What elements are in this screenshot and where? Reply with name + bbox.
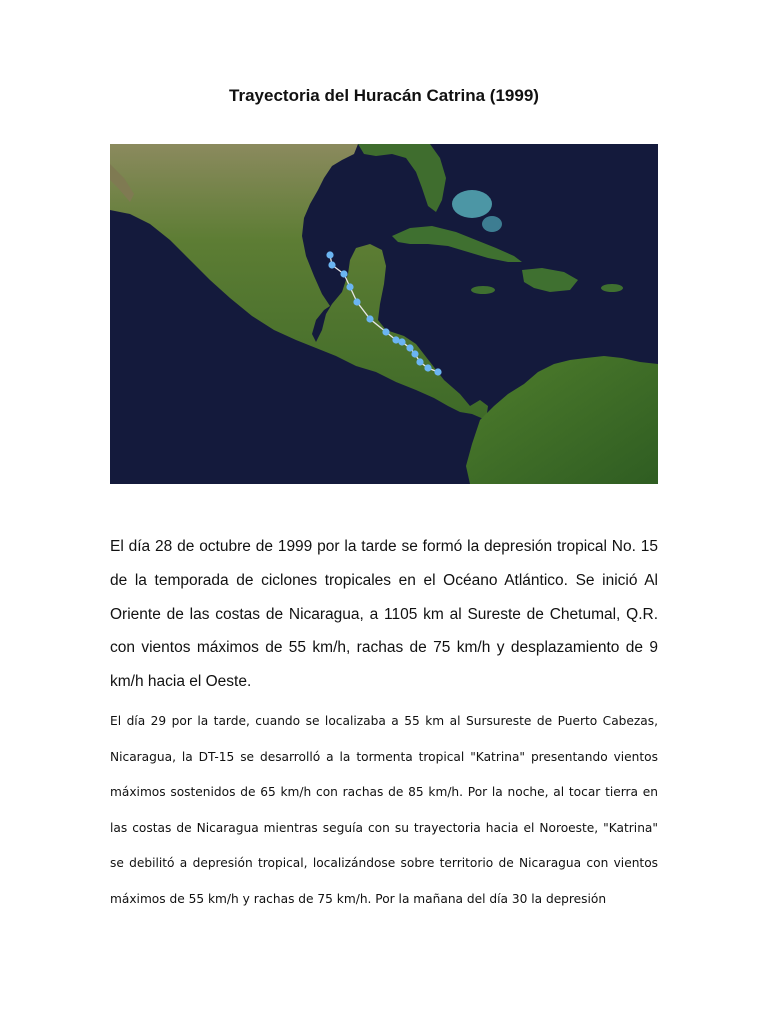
hurricane-track-map <box>110 144 658 484</box>
track-point <box>434 368 441 375</box>
bahamas-shallows-2 <box>482 216 502 232</box>
track-point <box>416 358 423 365</box>
track-point <box>340 270 347 277</box>
land-jamaica <box>471 286 495 294</box>
track-point <box>392 336 399 343</box>
paragraph-2: El día 29 por la tarde, cuando se localizaba a 55 km al Sursureste de Puerto Cabezas, Nicaragua, la DT-15 se desarrolló a la tormenta tropical "Katrina" presentando vientos máximos sostenidos de 65 km/h con rachas de 85 km/h. Por la noche, al tocar tierra en las costas de Nicaragua mientras seguía con su trayectoria hacia el Noroeste, "Katrina" se debilitó a depresión tropical, localizándose sobre territorio de Nicaragua con vientos máximos de 55 km/h y rachas de 75 km/h. Por la mañana del día 30 la depresión <box>110 714 658 906</box>
track-point <box>326 251 333 258</box>
track-point <box>411 350 418 357</box>
paragraph-1: El día 28 de octubre de 1999 por la tarde se formó la depresión tropical No. 15 de la temporada de ciclones tropicales en el Océano Atlántico. Se inició Al Oriente de las costas de Nicaragua, a 1105 km al Sureste de Chetumal, Q.R. con vientos máximos de 55 km/h, rachas de 75 km/h y desplazamiento de 9 km/h hacia el Oeste. <box>110 538 658 691</box>
track-point <box>346 283 353 290</box>
track-point <box>424 364 431 371</box>
bahamas-shallows <box>452 190 492 218</box>
satellite-map <box>110 144 658 484</box>
track-point <box>328 261 335 268</box>
track-point <box>382 328 389 335</box>
land-puerto-rico <box>601 284 623 292</box>
track-point <box>353 298 360 305</box>
track-point <box>366 315 373 322</box>
page-title: Trayectoria del Huracán Catrina (1999) <box>229 86 539 105</box>
track-point <box>406 344 413 351</box>
